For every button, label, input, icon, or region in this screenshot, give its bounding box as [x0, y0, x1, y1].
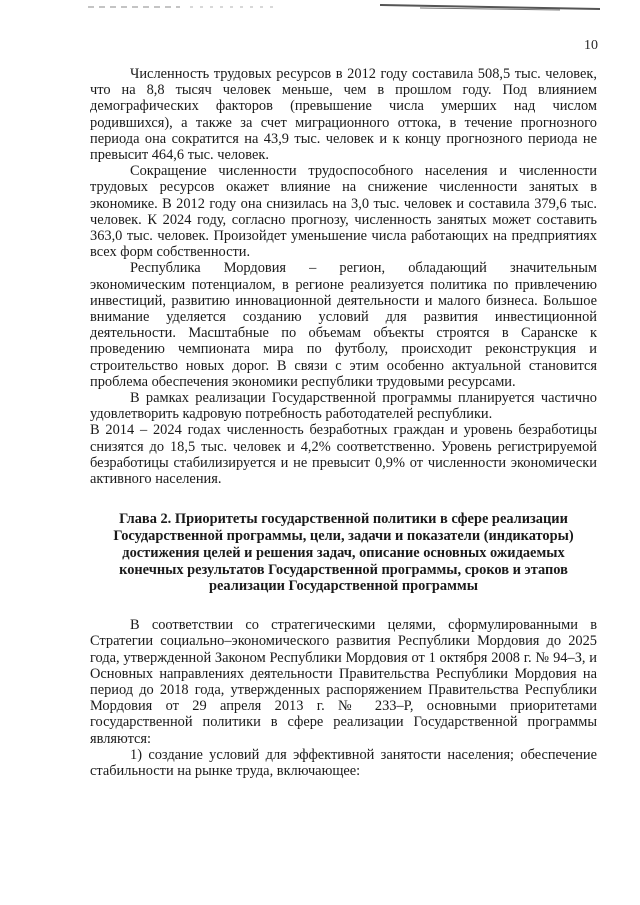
- paragraph-employment-decline: Сокращение численности трудоспособного населения и численности трудовых ресурсов окажет влияние на снижение численности занятых в экономике. В 2012 году она снизилась на 3,0 тыс. человек и составила 379,6 тыс. человек. К 2024 году, согласно прогнозу, численность занятых может составить 363,0 тыс. человек. Произойдет уменьшение числа работающих на предприятиях всех форм собственности.: [90, 163, 597, 261]
- paragraph-strategic-priorities: В соответствии со стратегическими целями, сформулированными в Стратегии социально–экономического развития Республики Мордовия до 2025 года, утвержденной Законом Республики Мордовия от 1 октября 2008 г. № 94–З, и Основных направлениях деятельности Правительства Республики Мордовия на период до 2018 года, утвержденных распоряжением Правительства Республики Мордовия от 29 апреля 2013 г. № 233–Р, основными приоритетами государственной политики в сфере реализации Государственной программы являются:: [90, 617, 597, 747]
- scan-edge-artifact: [0, 0, 640, 16]
- paragraph-economic-potential: Республика Мордовия – регион, обладающий значительным экономическим потенциалом, в регионе реализуется политика по привлечению инвестиций, развитию инновационной деятельности и малого бизнеса. Большое внимание уделяется созданию условий для развития инвестиционной деятельности. Масштабные по объемам объекты строятся в Саранске к проведению чемпионата мира по футболу, происходит реконструкция и строительство новых дорог. В связи с этим особенно актуальной становится проблема обеспечения экономики республики трудовыми ресурсами.: [90, 260, 597, 390]
- chapter-heading: Глава 2. Приоритеты государственной политики в сфере реализации Государственной программы, цели, задачи и показатели (индикаторы) достижения целей и решения задач, описание основных ожидаемых конечных результатов Государственной программы, сроков и этапов реализации Государственной программы: [113, 511, 574, 595]
- paragraph-staffing-needs: В рамках реализации Государственной программы планируется частично удовлетворить кадровую потребность работодателей республики.: [90, 390, 597, 423]
- paragraph-unemployment-forecast: В 2014 – 2024 годах численность безработных граждан и уровень безработицы снизятся до 18,5 тыс. человек и 4,2% соответственно. Уровень регистрируемой безработицы стабилизируется и не превысит 0,9% от численности экономически активного населения.: [90, 422, 597, 488]
- list-item-1: 1) создание условий для эффективной занятости населения; обеспечение стабильности на рынке труда, включающее:: [90, 746, 597, 780]
- page-number: 10: [584, 38, 598, 53]
- document-body: [90, 66, 597, 779]
- paragraph-labor-resources: Численность трудовых ресурсов в 2012 году составила 508,5 тыс. человек, что на 8,8 тысяч человек меньше, чем в прошлом году. Под влиянием демографических факторов (превышение числа умерших над числом родившихся), а также за счет миграционного оттока, в течение прогнозного периода она сократится на 43,9 тыс. человек и к концу прогнозного периода не превысит 464,6 тыс. человек.: [90, 66, 597, 164]
